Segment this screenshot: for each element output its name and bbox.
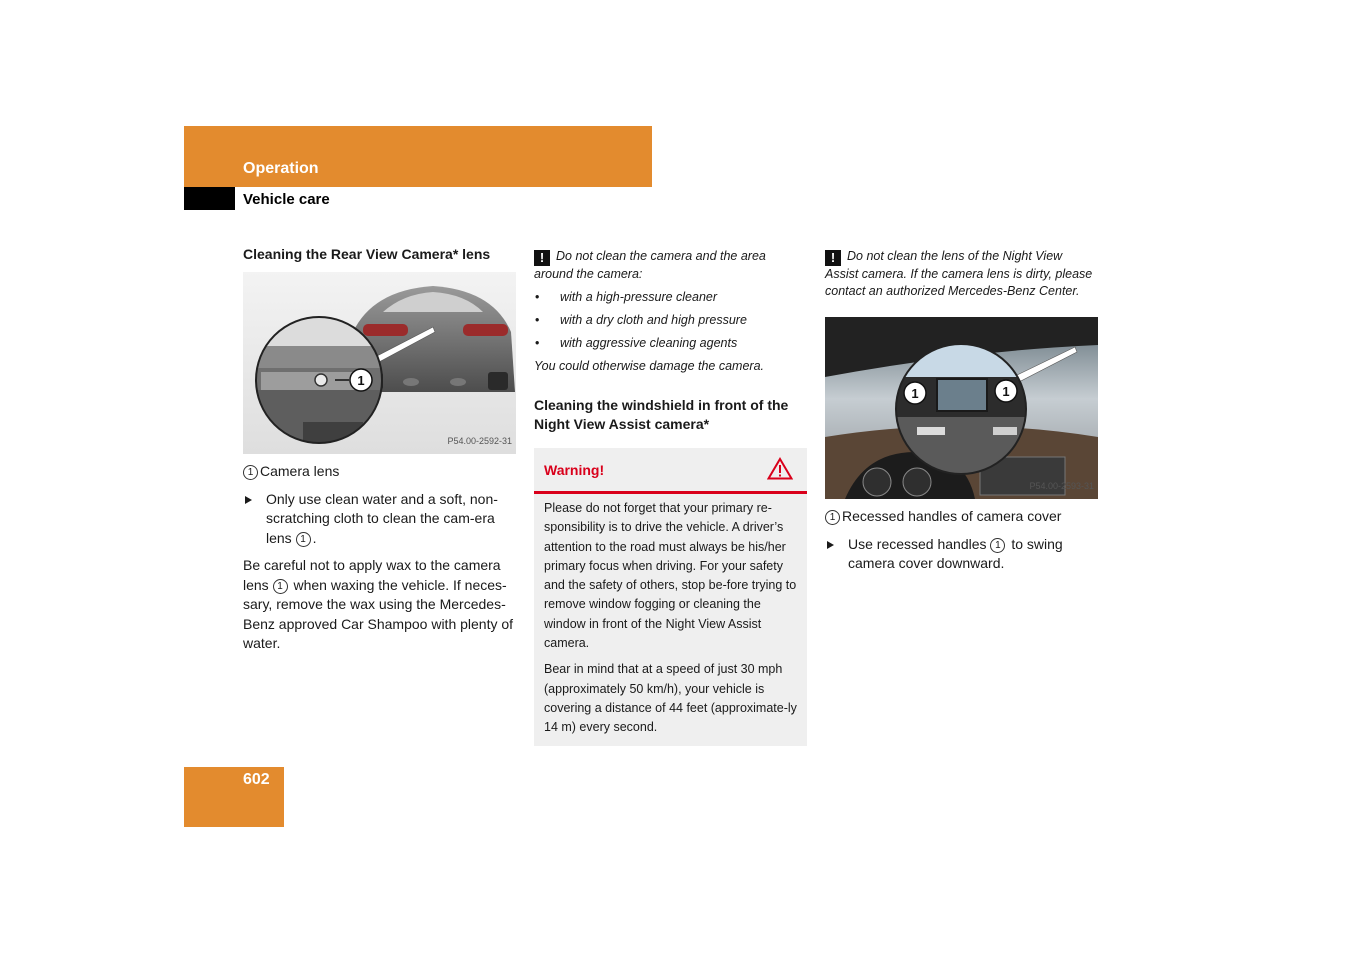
subsection-title: Vehicle care [243, 191, 330, 208]
note-intro: Do not clean the camera and the area around the camera: [534, 249, 766, 281]
warning-title: Warning! [544, 462, 605, 478]
column-camera-cleaning-notes [534, 248, 807, 746]
svg-text:1: 1 [911, 386, 919, 401]
night-view-illustration [825, 317, 1098, 499]
step-text-part2: to swing camera cover downward. [848, 535, 1063, 571]
list-item: • with a dry cloth and high pressure [535, 313, 747, 327]
warning-header [534, 448, 807, 494]
section-title: Operation [243, 160, 319, 177]
instruction-step: Only use clean water and a soft, non-scratching cloth to clean the cam-era lens 1 . [243, 490, 516, 549]
warning-paragraph: Bear in mind that at a speed of just 30 mph (approximately 50 km/h), your vehicle is covering a distance of 44 feet (approximate-ly 14 m) every second. [544, 662, 797, 735]
callout-marker: 1 [825, 510, 840, 525]
night-view-figure [825, 317, 1098, 499]
list-item: • with a high-pressure cleaner [535, 290, 718, 304]
caption-text: Camera lens [260, 463, 340, 479]
callout-marker: 1 [273, 579, 288, 594]
column-night-view-camera [825, 248, 1098, 574]
list-item: • with aggressive cleaning agents [535, 336, 738, 350]
instruction-step [825, 535, 1098, 574]
wax-paragraph [243, 556, 516, 654]
wax-paragraph-part2: when waxing the vehicle. If neces-sary, remove the wax using the Mercedes-Benz approved Car Shampoo with plenty of water. [243, 576, 514, 651]
night-view-note [825, 248, 1098, 300]
warning-box [534, 448, 807, 746]
camera-damage-note [534, 248, 807, 283]
caption-text: Recessed handles of camera cover [842, 508, 1062, 524]
warning-triangle-icon [767, 457, 793, 480]
callout-marker: 1 [990, 538, 1005, 553]
wax-paragraph-part1: Be careful not to apply wax to the camera lens [243, 557, 501, 593]
step-text-part1: Use recessed handles [848, 535, 987, 552]
page-number: 602 [243, 771, 270, 788]
note-text: Do not clean the lens of the Night View Assist camera. If the camera lens is dirty, please contact an authorized Mercedes-Benz Center. [825, 249, 1093, 298]
exclamation-icon: ! [825, 250, 841, 266]
heading-windshield-cleaning: Cleaning the windshield in front of the Night View Assist camera* [534, 397, 789, 432]
step-text: Only use clean water and a soft, non-scratching cloth to clean the cam-era lens [266, 490, 498, 546]
figure-caption [243, 462, 516, 482]
step-arrow-icon [245, 496, 252, 504]
callout-marker: 1 [296, 532, 311, 547]
rear-camera-figure [243, 272, 516, 454]
chapter-tab-marker [184, 187, 235, 210]
svg-text:1: 1 [357, 373, 365, 388]
note-list [534, 289, 807, 352]
exclamation-icon: ! [534, 250, 550, 266]
column-rear-camera [243, 245, 516, 654]
note-conclusion: You could otherwise damage the camera. [534, 359, 764, 373]
figure-caption [825, 507, 1098, 527]
heading-rear-camera: Cleaning the Rear View Camera* lens [243, 246, 491, 262]
svg-text:1: 1 [1002, 384, 1010, 399]
figure-code: P54.00-2593-31 [1029, 480, 1094, 491]
figure-code: P54.00-2592-31 [447, 435, 512, 446]
warning-body [534, 494, 807, 746]
callout-marker: 1 [243, 465, 258, 480]
rear-camera-illustration [243, 272, 516, 454]
step-arrow-icon [827, 541, 834, 549]
warning-paragraph: Please do not forget that your primary re-sponsibility is to drive the vehicle. A driver’s attention to the road must always be his/her primary focus when driving. For your safety and the safety of others, stop be-fore trying to remove window fogging or cleaning the window in front of the Night View Assist camera. [544, 501, 797, 651]
